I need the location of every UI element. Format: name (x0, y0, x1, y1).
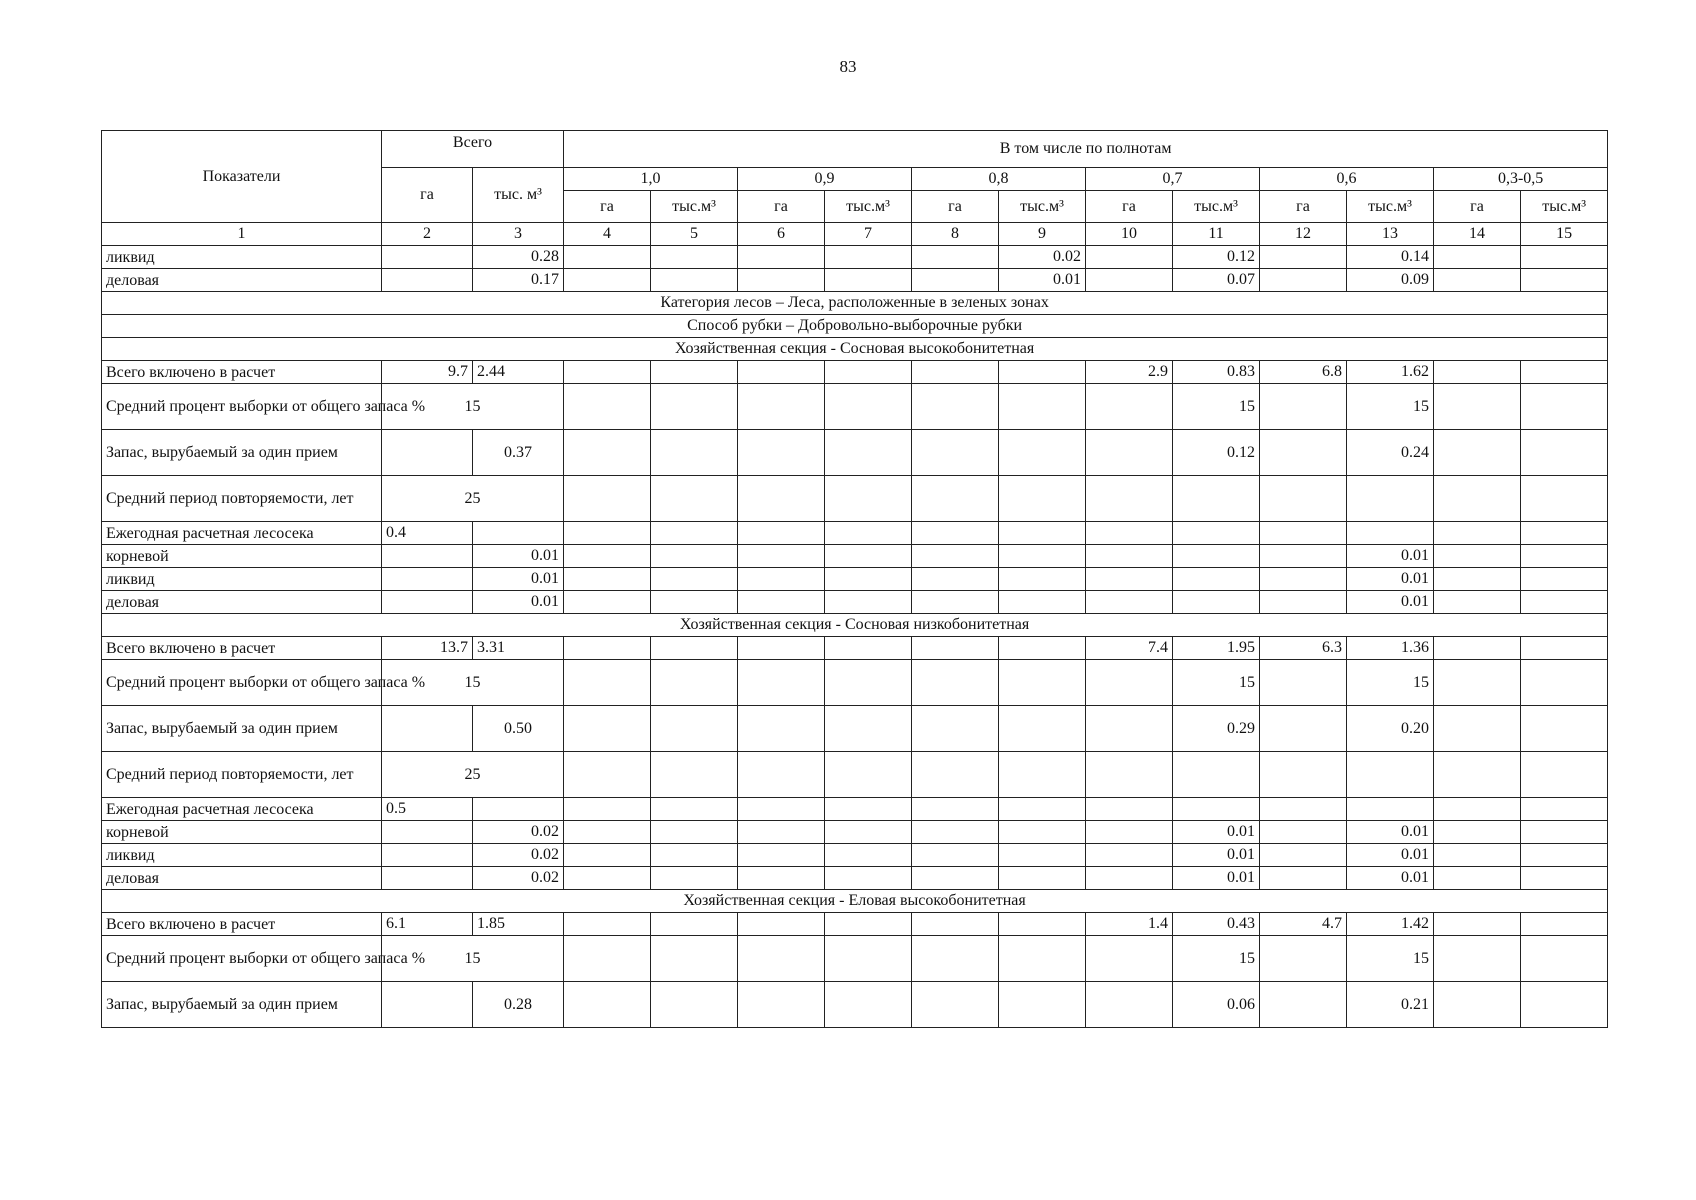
cell-value: 0.37 (473, 430, 564, 476)
column-number: 10 (1086, 223, 1173, 246)
header-total-ha: га (382, 168, 473, 223)
header-total-thou-m3: тыс. м³ (473, 168, 564, 223)
cell-value: 0.20 (1347, 706, 1434, 752)
row-label: Запас, вырубаемый за один прием (102, 430, 382, 476)
row-label: Средний период повторяемости, лет (102, 752, 382, 798)
cell-value: 3.31 (473, 637, 564, 660)
cell-value: 0.14 (1347, 246, 1434, 269)
cell-value: 1.85 (473, 913, 564, 936)
row-label: Средний процент выборки от общего запаса % (102, 384, 382, 430)
row-label: ликвид (102, 844, 382, 867)
cell-value: 0.28 (473, 982, 564, 1028)
table-row (102, 867, 1608, 890)
cell-value: 6.1 (382, 913, 473, 936)
cell-value: 0.01 (473, 591, 564, 614)
column-number: 3 (473, 223, 564, 246)
cell-value: 0.01 (999, 269, 1086, 292)
header-ha: га (912, 191, 999, 223)
column-number: 12 (1260, 223, 1347, 246)
header-density: 0,6 (1260, 168, 1434, 191)
table-row (102, 936, 1608, 982)
table-row (102, 430, 1608, 476)
page-number: 83 (839, 57, 857, 76)
cell-value: 15 (1347, 384, 1434, 430)
cell-value: 0.12 (1173, 246, 1260, 269)
row-label: ликвид (102, 568, 382, 591)
row-label: Всего включено в расчет (102, 913, 382, 936)
cell-value: 15 (1347, 660, 1434, 706)
table-row (102, 269, 1608, 292)
forest-category-heading: Категория лесов – Леса, расположенные в зеленых зонах (102, 292, 1608, 315)
cell-value: 0.01 (1347, 844, 1434, 867)
cell-value: 15 (1173, 660, 1260, 706)
column-number: 6 (738, 223, 825, 246)
table-row (102, 706, 1608, 752)
cell-value: 0.01 (473, 545, 564, 568)
header-thou-m3: тыс.м³ (651, 191, 738, 223)
cell-value: 6.8 (1260, 361, 1347, 384)
table-row (102, 752, 1608, 798)
header-thou-m3: тыс.м³ (1521, 191, 1608, 223)
table-row (102, 522, 1608, 545)
cell-value: 0.02 (473, 867, 564, 890)
header-total: Всего (382, 131, 564, 168)
cell-value: 0.12 (1173, 430, 1260, 476)
column-number: 5 (651, 223, 738, 246)
row-label: ликвид (102, 246, 382, 269)
header-thou-m3: тыс.м³ (999, 191, 1086, 223)
cell-value: 0.01 (1347, 545, 1434, 568)
cell-value: 15 (382, 660, 564, 706)
cell-value: 0.01 (473, 568, 564, 591)
row-label: Запас, вырубаемый за один прием (102, 982, 382, 1028)
cutting-calculation-table (101, 130, 1608, 1028)
table-row (102, 637, 1608, 660)
cell-value: 2.44 (473, 361, 564, 384)
column-number: 11 (1173, 223, 1260, 246)
row-label: корневой (102, 545, 382, 568)
cell-value: 1.42 (1347, 913, 1434, 936)
section-heading: Хозяйственная секция - Еловая высокобонитетная (102, 890, 1608, 913)
cell-value (1173, 568, 1260, 591)
row-label: Ежегодная расчетная лесосека (102, 798, 382, 821)
cell-value: 0.4 (382, 522, 473, 545)
cell-value: 15 (1173, 936, 1260, 982)
table-row (102, 545, 1608, 568)
cell-value: 0.28 (473, 246, 564, 269)
header-thou-m3: тыс.м³ (1347, 191, 1434, 223)
table-row (102, 660, 1608, 706)
table-row (102, 844, 1608, 867)
table-row (102, 246, 1608, 269)
cell-value: 6.3 (1260, 637, 1347, 660)
cell-value: 15 (1347, 936, 1434, 982)
row-label: деловая (102, 269, 382, 292)
table-row (102, 982, 1608, 1028)
column-number: 2 (382, 223, 473, 246)
section-heading: Хозяйственная секция - Сосновая высокобонитетная (102, 338, 1608, 361)
cell-value: 0.43 (1173, 913, 1260, 936)
cell-value: 7.4 (1086, 637, 1173, 660)
cell-value: 13.7 (382, 637, 473, 660)
table-row (102, 591, 1608, 614)
section-heading: Хозяйственная секция - Сосновая низкобонитетная (102, 614, 1608, 637)
cell-value: 0.02 (473, 821, 564, 844)
row-label: Ежегодная расчетная лесосека (102, 522, 382, 545)
cell-value: 15 (1173, 384, 1260, 430)
table-row (102, 384, 1608, 430)
table-row (102, 361, 1608, 384)
table-row (102, 913, 1608, 936)
row-label: Средний период повторяемости, лет (102, 476, 382, 522)
header-density: 0,9 (738, 168, 912, 191)
cell-value: 4.7 (1260, 913, 1347, 936)
column-number: 15 (1521, 223, 1608, 246)
cell-value: 0.01 (1347, 568, 1434, 591)
cell-value: 0.06 (1173, 982, 1260, 1028)
cell-value: 0.21 (1347, 982, 1434, 1028)
cell-value: 1.62 (1347, 361, 1434, 384)
row-label: Запас, вырубаемый за один прием (102, 706, 382, 752)
table-row (102, 798, 1608, 821)
header-thou-m3: тыс.м³ (825, 191, 912, 223)
cutting-method-heading: Способ рубки – Добровольно-выборочные рубки (102, 315, 1608, 338)
header-ha: га (1086, 191, 1173, 223)
cell-value: 0.17 (473, 269, 564, 292)
row-label: деловая (102, 591, 382, 614)
header-ha: га (738, 191, 825, 223)
column-number: 9 (999, 223, 1086, 246)
row-label: Всего включено в расчет (102, 361, 382, 384)
column-number: 1 (102, 223, 382, 246)
header-ha: га (1260, 191, 1347, 223)
row-label: Средний процент выборки от общего запаса % (102, 660, 382, 706)
cell-value: 0.09 (1347, 269, 1434, 292)
cell-value: 25 (382, 752, 564, 798)
cell-value: 0.50 (473, 706, 564, 752)
header-indicators: Показатели (102, 131, 382, 223)
cell-value: 0.01 (1347, 591, 1434, 614)
table-row (102, 821, 1608, 844)
cell-value: 0.01 (1347, 867, 1434, 890)
table-row (102, 476, 1608, 522)
cell-value: 0.07 (1173, 269, 1260, 292)
cell-value: 0.01 (1173, 821, 1260, 844)
cell-value: 1.95 (1173, 637, 1260, 660)
cell-value: 1.4 (1086, 913, 1173, 936)
header-ha: га (564, 191, 651, 223)
cell-value: 0.29 (1173, 706, 1260, 752)
cell-value: 9.7 (382, 361, 473, 384)
cell-value: 0.01 (1173, 844, 1260, 867)
cell-value (1173, 591, 1260, 614)
header-density: 0,7 (1086, 168, 1260, 191)
header-density: 0,3-0,5 (1434, 168, 1608, 191)
row-label: Всего включено в расчет (102, 637, 382, 660)
cell-value: 2.9 (1086, 361, 1173, 384)
header-density: 0,8 (912, 168, 1086, 191)
cell-value: 15 (382, 936, 564, 982)
row-label: Средний процент выборки от общего запаса % (102, 936, 382, 982)
cell-value: 0.83 (1173, 361, 1260, 384)
row-label: деловая (102, 867, 382, 890)
cell-value: 0.24 (1347, 430, 1434, 476)
cell-value (1173, 545, 1260, 568)
cell-value: 0.01 (1347, 821, 1434, 844)
cell-value: 25 (382, 476, 564, 522)
column-number: 8 (912, 223, 999, 246)
cell-value: 0.5 (382, 798, 473, 821)
column-number: 4 (564, 223, 651, 246)
column-number: 7 (825, 223, 912, 246)
header-density: 1,0 (564, 168, 738, 191)
cell-value: 0.02 (473, 844, 564, 867)
cell-value: 1.36 (1347, 637, 1434, 660)
header-incl-by-density: В том числе по полнотам (564, 131, 1608, 168)
row-label: корневой (102, 821, 382, 844)
header-ha: га (1434, 191, 1521, 223)
header-thou-m3: тыс.м³ (1173, 191, 1260, 223)
column-number: 14 (1434, 223, 1521, 246)
cell-value: 0.02 (999, 246, 1086, 269)
column-number: 13 (1347, 223, 1434, 246)
table-row (102, 568, 1608, 591)
cell-value: 0.01 (1173, 867, 1260, 890)
cell-value: 15 (382, 384, 564, 430)
